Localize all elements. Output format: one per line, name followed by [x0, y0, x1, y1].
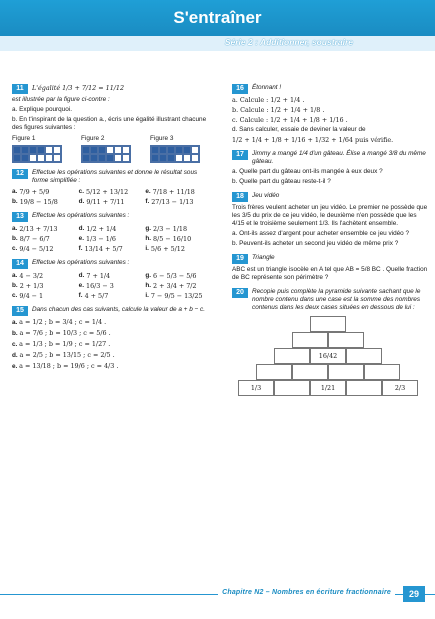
- exercise-number: 13: [12, 212, 28, 222]
- pyramid-cell: [292, 332, 328, 348]
- expression: 1/2 + 1/4: [86, 225, 117, 233]
- expression: 27/13 − 1/13: [151, 198, 194, 206]
- exercise-number: 12: [12, 169, 28, 179]
- question-c: c. Calcule : 1/2 + 1/4 + 1/8 + 1/16 .: [232, 116, 348, 124]
- exercise-instruction: Effectue les opérations suivantes :: [32, 259, 130, 266]
- figure-label: Figure 3: [150, 135, 174, 142]
- question-d: d. Sans calculer, essaie de deviner la valeur de: [232, 126, 366, 133]
- right-column: [232, 84, 430, 400]
- item-label: c.: [78, 188, 84, 195]
- expression: 7/18 + 11/18: [152, 188, 195, 196]
- expression: 16/3 − 3: [86, 282, 114, 290]
- expression: 9/11 + 7/11: [86, 198, 125, 206]
- exercise-12: [12, 169, 212, 206]
- item-label: b.: [12, 235, 18, 242]
- item-label: d.: [78, 272, 85, 279]
- expression: 19/8 − 15/8: [19, 198, 58, 206]
- question-a: a. Explique pourquoi.: [12, 106, 73, 113]
- item-label: i.: [145, 292, 149, 299]
- exercise-instruction: Jeu vidéo: [252, 192, 280, 199]
- figure-label: Figure 1: [12, 135, 36, 142]
- pyramid-cell: [364, 364, 400, 380]
- expression: 5/12 + 13/12: [86, 188, 129, 196]
- exercise-instruction: Dans chacun des cas suivants, calcule la valeur de a + b − c.: [32, 306, 205, 313]
- item-label: g.: [145, 272, 152, 279]
- question-b: b. Peuvent-ils acheter un second jeu vidéo de même prix ?: [232, 240, 399, 247]
- exercise-16: [232, 84, 430, 144]
- item-label: a.: [12, 225, 18, 232]
- figure-2: [81, 135, 131, 163]
- exercise-number: 18: [232, 192, 248, 202]
- exercise-lead-2: est illustrée par la figure ci-contre :: [12, 96, 110, 103]
- question-a: a. Calcule : 1/2 + 1/4 .: [232, 96, 305, 104]
- exercise-19: [232, 254, 430, 282]
- header-banner: [0, 0, 435, 36]
- item-label: e.: [12, 363, 18, 370]
- figures-row: [12, 135, 212, 163]
- item-label: i.: [145, 245, 149, 252]
- item-label: e.: [78, 282, 84, 289]
- item-label: c.: [12, 292, 18, 299]
- item-label: c.: [12, 341, 18, 348]
- figure-grid: [12, 145, 62, 163]
- figure-3: [150, 135, 200, 163]
- page-footer: [0, 586, 435, 604]
- pyramid-cell: 1/3: [238, 380, 274, 396]
- item-label: e.: [78, 235, 84, 242]
- section-band: [0, 36, 435, 51]
- exercise-number: 11: [12, 84, 28, 94]
- exercise-number: 16: [232, 84, 248, 94]
- expression: 2/13 + 7/13: [19, 225, 58, 233]
- figure-label: Figure 2: [81, 135, 105, 142]
- exercise-instruction: Recopie puis complète la pyramide suivante sachant que le nombre contenu dans une case est la somme des nombres contenus dans les deux cases situées en dessous de lui :: [252, 288, 421, 311]
- exercise-number: 20: [232, 288, 248, 298]
- exercise-11: [12, 84, 212, 163]
- expression: 2/3 − 1/18: [153, 225, 188, 233]
- item-label: b.: [12, 330, 18, 337]
- pyramid-cell: 1/21: [310, 380, 346, 396]
- item-label: e.: [145, 188, 151, 195]
- exercise-instruction: Étonnant !: [252, 84, 282, 91]
- exercise-number: 17: [232, 150, 248, 160]
- cases-list: [12, 318, 212, 371]
- pyramid-cell: [346, 348, 382, 364]
- item-label: f.: [145, 198, 150, 205]
- expression: a = 2/5 ; b = 13/15 ; c = 2/5 .: [19, 351, 115, 359]
- expression: a = 13/18 ; b = 19/6 ; c = 4/3 .: [19, 362, 119, 370]
- exercise-17: [232, 150, 430, 186]
- pyramid-cell: [292, 364, 328, 380]
- question-a: a. Quelle part du gâteau ont-ils mangée à eux deux ?: [232, 168, 383, 175]
- pyramid-cell: [274, 380, 310, 396]
- item-label: a.: [12, 319, 18, 326]
- question-a: a. Ont-ils assez d'argent pour acheter ensemble ce jeu vidéo ?: [232, 230, 410, 237]
- pyramid: [238, 316, 418, 394]
- pyramid-cell: 2/3: [382, 380, 418, 396]
- item-label: f.: [78, 292, 83, 299]
- expression: 7/9 + 5/9: [19, 188, 50, 196]
- figure-1: [12, 135, 62, 163]
- expression: 4 − 3/2: [19, 272, 44, 280]
- question-d-expression: 1/2 + 1/4 + 1/8 + 1/16 + 1/32 + 1/64 puis vérifie.: [232, 136, 394, 144]
- exercise-text: Trois frères veulent acheter un jeu vidéo. Le premier ne possède que les 3/5 du prix de ce jeu vidéo, le deuxième n'en possède que les 4/15 et le troisième seulement 1/3. Ils l'achètent ensemble.: [232, 204, 428, 227]
- expression: 7 − 9/5 − 13/25: [150, 292, 203, 300]
- exercise-14: [12, 259, 212, 300]
- exercise-number: 15: [12, 306, 28, 316]
- item-label: h.: [145, 235, 152, 242]
- expression: 6 − 5/3 − 5/6: [153, 272, 197, 280]
- figure-grid: [81, 145, 131, 163]
- item-label: f.: [78, 245, 83, 252]
- pyramid-cell: [328, 364, 364, 380]
- item-label: d.: [78, 225, 85, 232]
- operations-grid: [12, 225, 212, 253]
- left-column: [12, 84, 212, 377]
- exercise-number: 19: [232, 254, 248, 264]
- section-title: Série 2 : Additionner, soustraire: [224, 37, 353, 47]
- exercise-13: [12, 212, 212, 253]
- expression: a = 1/2 ; b = 3/4 ; c = 1/4 .: [19, 318, 107, 326]
- exercise-instruction: Triangle: [252, 254, 275, 261]
- exercise-instruction: Effectue les opérations suivantes et donne le résultat sous forme simplifiée :: [32, 169, 198, 184]
- exercise-instruction: Effectue les opérations suivantes :: [32, 212, 130, 219]
- chapter-title: Chapitre N2 – Nombres en écriture fractionnaire: [218, 589, 395, 598]
- expression: 1/3 − 1/6: [86, 235, 116, 243]
- item-label: b.: [12, 282, 18, 289]
- item-label: c.: [12, 245, 18, 252]
- exercise-15: [12, 306, 212, 371]
- operations-grid: [12, 272, 212, 300]
- expression: 2 + 1/3: [19, 282, 44, 290]
- exercise-number: 14: [12, 259, 28, 269]
- exercise-lead: L'égalité 1/3 + 7/12 = 11/12: [32, 84, 125, 92]
- expression: 5/6 + 5/12: [150, 245, 185, 253]
- pyramid-cell: [346, 380, 382, 396]
- item-label: a.: [12, 188, 18, 195]
- expression: 2 + 3/4 + 7/2: [153, 282, 197, 290]
- pyramid-cell: [328, 332, 364, 348]
- pyramid-cell: [256, 364, 292, 380]
- figure-grid: [150, 145, 200, 163]
- expression: 8/7 − 6/7: [19, 235, 50, 243]
- question-b: b. Quelle part du gâteau reste-t-il ?: [232, 178, 331, 185]
- exercise-text: ABC est un triangle isocèle en A tel que AB = 5/8 BC . Quelle fraction de BC représente son périmètre ?: [232, 266, 428, 281]
- expression: 9/4 − 1: [19, 292, 44, 300]
- item-label: a.: [12, 272, 18, 279]
- expression: 4 + 5/7: [84, 292, 109, 300]
- pyramid-cell: [274, 348, 310, 364]
- expression: 9/4 − 5/12: [19, 245, 54, 253]
- item-label: b.: [12, 198, 18, 205]
- expression: a = 7/6 ; b = 10/3 ; c = 5/6 .: [19, 329, 111, 337]
- question-b: b. Calcule : 1/2 + 1/4 + 1/8 .: [232, 106, 325, 114]
- expression: 13/14 + 5/7: [84, 245, 123, 253]
- pyramid-cell: [310, 316, 346, 332]
- expression: a = 1/3 ; b = 1/9 ; c = 1/27 .: [19, 340, 111, 348]
- expression: 7 + 1/4: [86, 272, 111, 280]
- pyramid-cell: 16/42: [310, 348, 346, 364]
- page-title: S'entraîner: [173, 8, 262, 27]
- exercise-20: [232, 288, 430, 394]
- exercise-18: [232, 192, 430, 248]
- item-label: d.: [12, 352, 18, 359]
- exercise-instruction: Jimmy a mangé 1/4 d'un gâteau. Élise a mangé 3/8 du même gâteau.: [252, 150, 426, 165]
- item-label: h.: [145, 282, 152, 289]
- operations-grid: [12, 188, 212, 206]
- item-label: d.: [78, 198, 85, 205]
- question-b: b. En t'inspirant de la question a., écris une égalité illustrant chacune des figures suivantes :: [12, 116, 207, 131]
- page-number: 29: [403, 586, 425, 602]
- item-label: g.: [145, 225, 152, 232]
- expression: 8/5 − 16/10: [153, 235, 192, 243]
